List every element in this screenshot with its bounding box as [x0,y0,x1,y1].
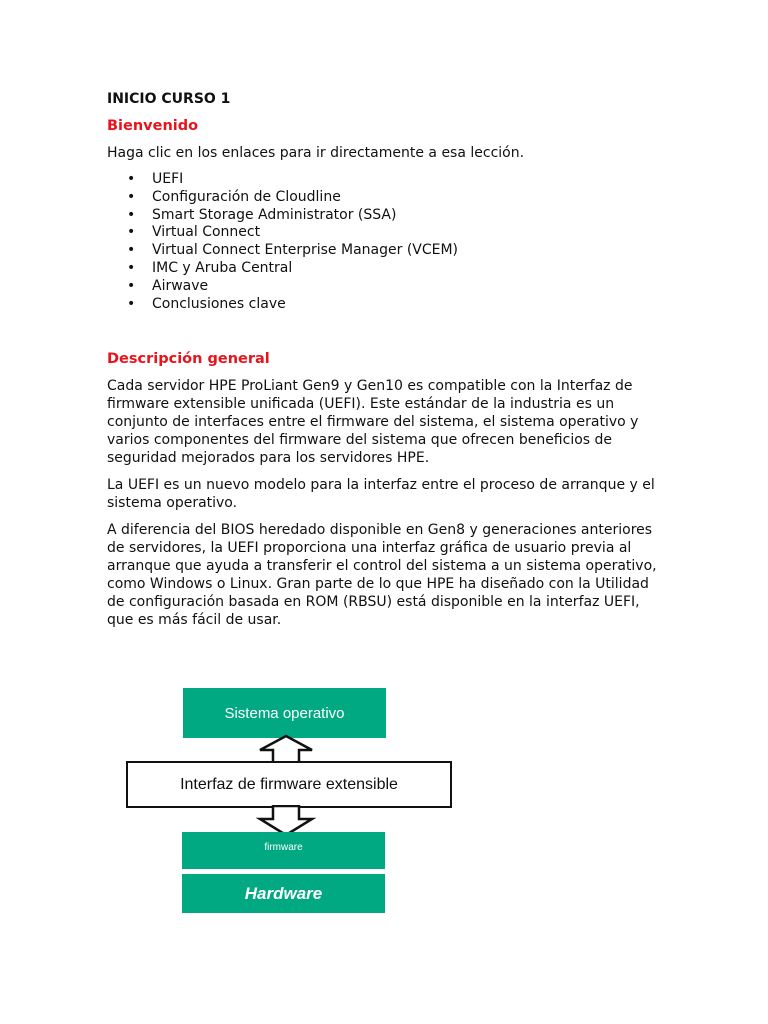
up-arrow-icon [256,734,316,764]
firmware-box [182,832,385,869]
lesson-link[interactable]: • Smart Storage Administrator (SSA) [107,207,667,225]
page-title: INICIO CURSO 1 [107,91,231,107]
lesson-links-list [107,171,667,313]
lesson-link[interactable]: • Configuración de Cloudline [107,189,667,207]
overview-paragraph-2: La UEFI es un nuevo modelo para la interfaz entre el proceso de arranque y el sistema operativo. [107,477,655,512]
lesson-link[interactable]: • Conclusiones clave [107,296,667,314]
overview-paragraph-3: A diferencia del BIOS heredado disponible en Gen8 y generaciones anteriores de servidores, la UEFI proporciona una interfaz gráfica de usuario previa al arranque que ayuda a transferir el control del sistema a un sistema operativo, como Windows o Linux. Gran parte de lo que HPE ha diseñado con la Utilidad de configuración basada en ROM (RBSU) está disponible en la interfaz UEFI, que es más fácil de usar. [107,522,657,629]
lesson-link[interactable]: • UEFI [107,171,667,189]
welcome-heading: Bienvenido [107,118,199,134]
firmware-interface-box: Interfaz de firmware extensible [126,761,452,808]
uefi-diagram [126,688,452,916]
overview-heading: Descripción general [107,351,270,368]
overview-paragraph-1: Cada servidor HPE ProLiant Gen9 y Gen10 es compatible con la Interfaz de firmware extensible unificada (UEFI). Este estándar de la industria es un conjunto de interfaces entre el firmware del sistema, el sistema operativo y varios componentes del firmware del sistema que ofrecen beneficios de seguridad mejorados para los servidores HPE. [107,378,639,467]
firmware-label: firmware [264,842,303,853]
lesson-link[interactable]: • Virtual Connect [107,224,667,242]
welcome-intro: Haga clic en los enlaces para ir directamente a esa lección. [107,145,525,161]
os-box: Sistema operativo [183,688,386,738]
hardware-box: Hardware [182,874,385,913]
lesson-link[interactable]: • Virtual Connect Enterprise Manager (VCEM) [107,242,667,260]
lesson-link[interactable]: • IMC y Aruba Central [107,260,667,278]
document-page [107,90,667,638]
lesson-link[interactable]: • Airwave [107,278,667,296]
